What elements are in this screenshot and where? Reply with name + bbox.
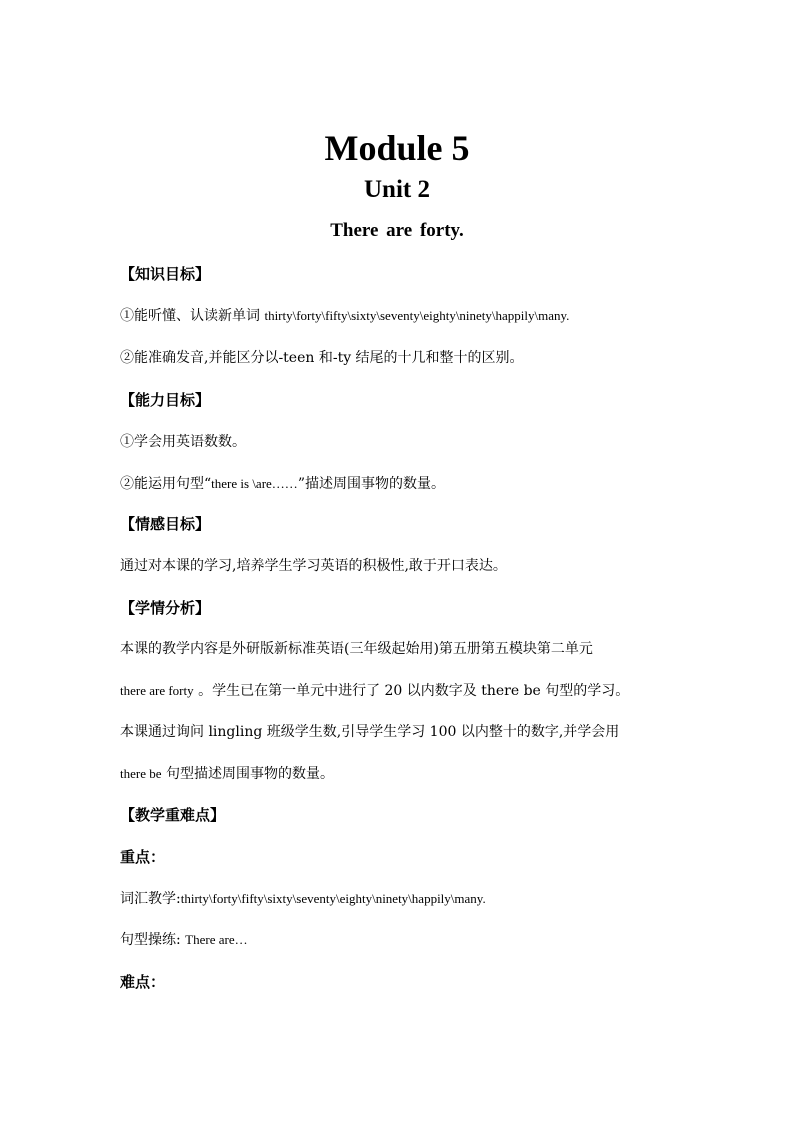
vocab-teaching-words: thirty\forty\fifty\sixty\seventy\eighty\ninety\happily\many. [180, 891, 486, 906]
learner-analysis-line-4 [120, 763, 334, 785]
lesson-title: There are forty. [330, 220, 464, 241]
learner-analysis-line-2-rest: 。学生已在第一单元中进行了 20 以内数字及 there be 句型的学习。 [193, 683, 630, 699]
vocab-teaching [120, 888, 486, 910]
key-points-heading: 【教学重难点】 [120, 806, 226, 824]
ability-goal-2-suffix: ”描述周围事物的数量。 [297, 476, 445, 492]
knowledge-goal-1-prefix: ①能听懂、认读新单词 [120, 308, 265, 324]
vocab-teaching-prefix: 词汇教学: [120, 891, 181, 907]
ability-goal-1: ①学会用英语数数。 [120, 434, 246, 450]
learner-analysis-line-2-en: there are forty [120, 683, 194, 698]
learner-analysis-line-2 [120, 680, 629, 702]
pattern-practice-prefix: 句型操练: [120, 932, 186, 948]
knowledge-goal-1 [120, 305, 569, 327]
ability-goal-2 [120, 473, 445, 495]
ability-goals-heading: 【能力目标】 [120, 391, 211, 409]
learner-analysis-line-1: 本课的教学内容是外研版新标准英语(三年级起始用)第五册第五模块第二单元 [120, 641, 593, 657]
learner-analysis-heading: 【学情分析】 [120, 599, 211, 617]
pattern-practice [120, 929, 248, 951]
unit-title: Unit 2 [364, 176, 430, 203]
knowledge-goal-2: ②能准确发音,并能区分以-teen 和-ty 结尾的十几和整十的区别。 [120, 350, 524, 366]
emotion-goal-text: 通过对本课的学习,培养学生学习英语的积极性,敢于开口表达。 [120, 558, 507, 574]
learner-analysis-line-4-rest: 句型描述周围事物的数量。 [161, 766, 334, 782]
emotion-goals-heading: 【情感目标】 [120, 515, 211, 533]
ability-goal-2-pattern: there is \are…… [211, 476, 298, 491]
learner-analysis-line-3: 本课通过询问 lingling 班级学生数,引导学生学习 100 以内整十的数字,并学会用 [120, 724, 620, 740]
module-title: Module 5 [324, 128, 470, 168]
difficulty-label: 难点： [120, 973, 166, 991]
knowledge-goal-1-words: thirty\forty\fifty\sixty\seventy\eighty\ninety\happily\many. [264, 308, 570, 323]
knowledge-goals-heading: 【知识目标】 [120, 265, 211, 283]
pattern-practice-text: There are… [185, 932, 248, 947]
learner-analysis-line-4-en: there be [120, 766, 162, 781]
key-point-label: 重点： [120, 848, 166, 866]
ability-goal-2-prefix: ②能运用句型“ [120, 476, 212, 492]
